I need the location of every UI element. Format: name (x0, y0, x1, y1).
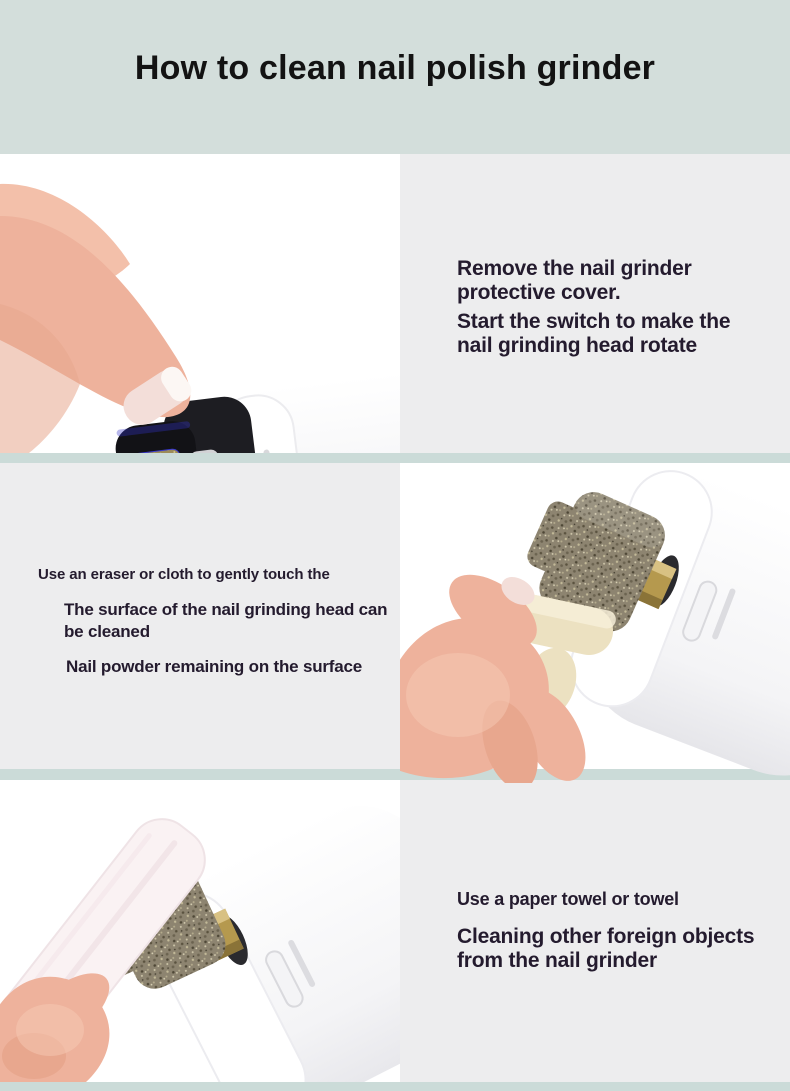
divider-band (0, 453, 790, 463)
page-title: How to clean nail polish grinder (134, 49, 656, 87)
step-1-text (400, 154, 790, 358)
step-3-text (400, 780, 790, 973)
step-2-photo (400, 463, 790, 783)
step-3-section (0, 780, 790, 1082)
text-line: be cleaned (64, 622, 150, 641)
towel-cleaning-illustration (0, 780, 400, 1082)
text-line: Remove the nail grinder (457, 257, 692, 280)
step-1-section (0, 154, 790, 453)
text-line: Use a paper towel or towel (457, 889, 679, 909)
step-3-photo (0, 780, 400, 1082)
step-3-text-panel (400, 780, 790, 1082)
step-1-photo (0, 154, 400, 453)
eraser-cleaning-illustration (400, 463, 790, 783)
step-3-paragraph-1 (457, 888, 790, 910)
text-line: protective cover. (457, 281, 621, 304)
text-line: from the nail grinder (457, 949, 657, 972)
step-2-paragraph-3 (66, 656, 400, 678)
step-1-paragraph-1 (457, 257, 790, 305)
step-2-paragraph-1 (38, 566, 400, 584)
step-2-text (0, 463, 400, 678)
text-line: Nail powder remaining on the surface (66, 657, 363, 676)
step-1-paragraph-2 (457, 310, 790, 358)
text-line: nail grinding head rotate (457, 334, 698, 357)
text-line: Cleaning other foreign objects (457, 925, 755, 948)
step-1-text-panel (400, 154, 790, 453)
step-2-section (0, 463, 790, 769)
step-2-text-panel (0, 463, 400, 769)
text-line: Use an eraser or cloth to gently touch the (38, 566, 330, 583)
step-3-paragraph-2 (457, 925, 790, 973)
step-2-paragraph-2 (64, 599, 400, 643)
hand-removing-cover-illustration (0, 154, 400, 453)
text-line: The surface of the nail grinding head can (64, 600, 388, 619)
footer-band (0, 1082, 790, 1091)
header-band (0, 0, 790, 154)
text-line: Start the switch to make the (457, 310, 731, 333)
